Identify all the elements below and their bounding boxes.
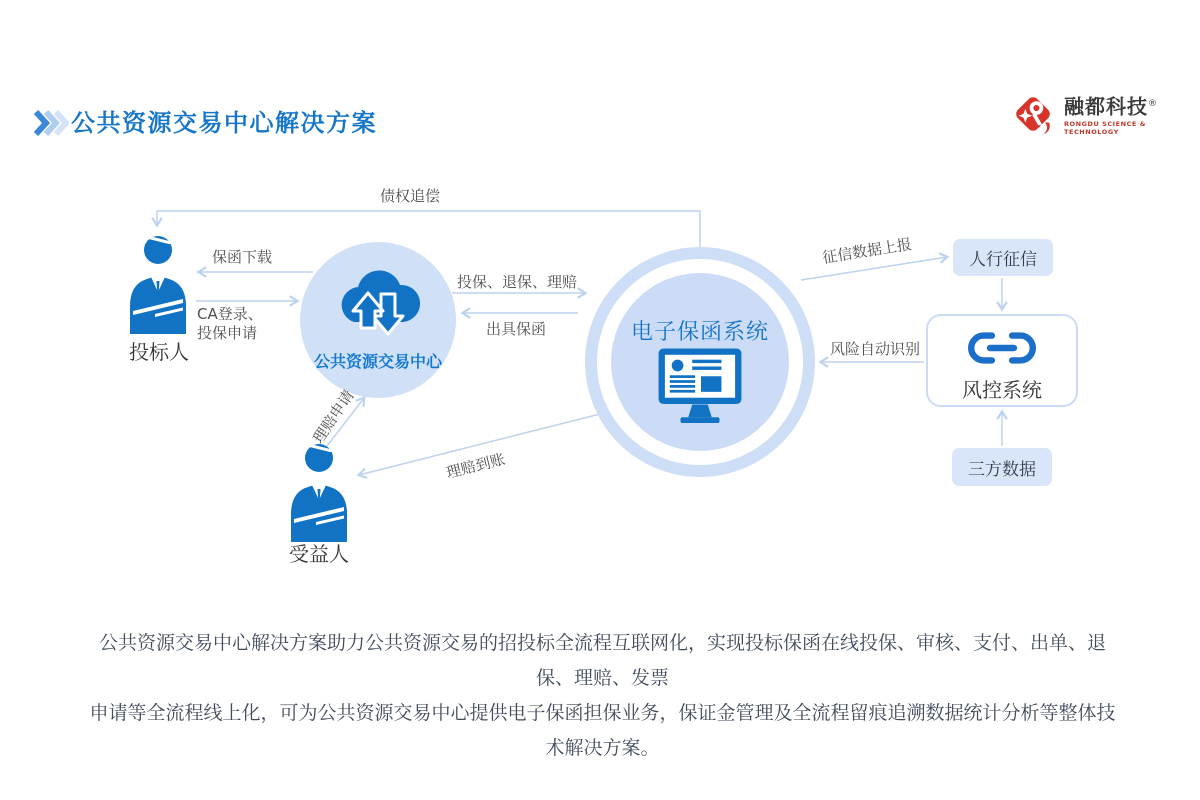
logo-subtitle: RONGDU SCIENCE & TECHNOLOGY (1064, 119, 1146, 136)
edge-label-claim-apply: 理赔申请 (309, 386, 358, 447)
edge-label-ca-login-line2: 投保申请 (197, 324, 258, 342)
logo-mark-icon (1010, 91, 1056, 141)
chain-link-icon (968, 331, 1036, 369)
edge-label-claim-received: 理赔到账 (444, 449, 507, 482)
trade-center-label: 公共资源交易中心 (313, 352, 442, 371)
page-title: 公共资源交易中心解决方案 (71, 109, 377, 137)
bidder-label: 投标人 (129, 340, 189, 364)
beneficiary-label: 受益人 (289, 542, 349, 566)
guarantee-system-label: 电子保函系统 (630, 320, 769, 345)
title-chevrons-icon (33, 109, 69, 141)
trade-center-node (300, 242, 456, 398)
edge-label-risk-auto-identify: 风险自动识别 (829, 340, 920, 358)
edge-label-credit-data-report: 征信数据上报 (821, 235, 913, 267)
risk-control-label: 风控系统 (962, 378, 1042, 402)
beneficiary-person-icon (288, 442, 350, 546)
solution-description (85, 626, 1120, 766)
company-logo (1010, 91, 1200, 141)
pboc-credit-node: 人行征信 (953, 239, 1053, 276)
guarantee-system-inner-circle (611, 273, 789, 451)
edge-label-insure-surrender-claim: 投保、退保、理赔 (456, 273, 577, 291)
edge-label-ca-login (197, 305, 263, 343)
logo-name (1064, 93, 1200, 118)
logo-registered-mark: ® (1148, 99, 1158, 109)
edge-label-issue-guarantee: 出具保函 (485, 320, 546, 338)
edge-label-guarantee-download: 保函下载 (211, 248, 272, 266)
edge-label-debt-recovery: 债权追偿 (379, 187, 440, 205)
arrow-debt-recovery (157, 211, 700, 247)
edge-label-ca-login-line1: CA登录、 (197, 305, 263, 323)
guarantee-system-node (585, 247, 815, 477)
cloud-transfer-icon (331, 256, 425, 348)
logo-name-text: 融都科技 (1064, 94, 1148, 119)
risk-control-node (926, 314, 1078, 407)
logo-text (1064, 93, 1200, 136)
third-party-data-node: 三方数据 (952, 448, 1052, 486)
description-line-1: 公共资源交易中心解决方案助力公共资源交易的招投标全流程互联网化，实现投标保函在线投保、审核、支付、出单、退保、理赔、发票 (98, 632, 1106, 689)
bidder-person-icon (127, 234, 189, 338)
description-line-2: 申请等全流程线上化，可为公共资源交易中心提供电子保函担保业务，保证金管理及全流程留痕追溯数据统计分析等整体技术解决方案。 (89, 702, 1116, 759)
monitor-icon (657, 347, 743, 429)
